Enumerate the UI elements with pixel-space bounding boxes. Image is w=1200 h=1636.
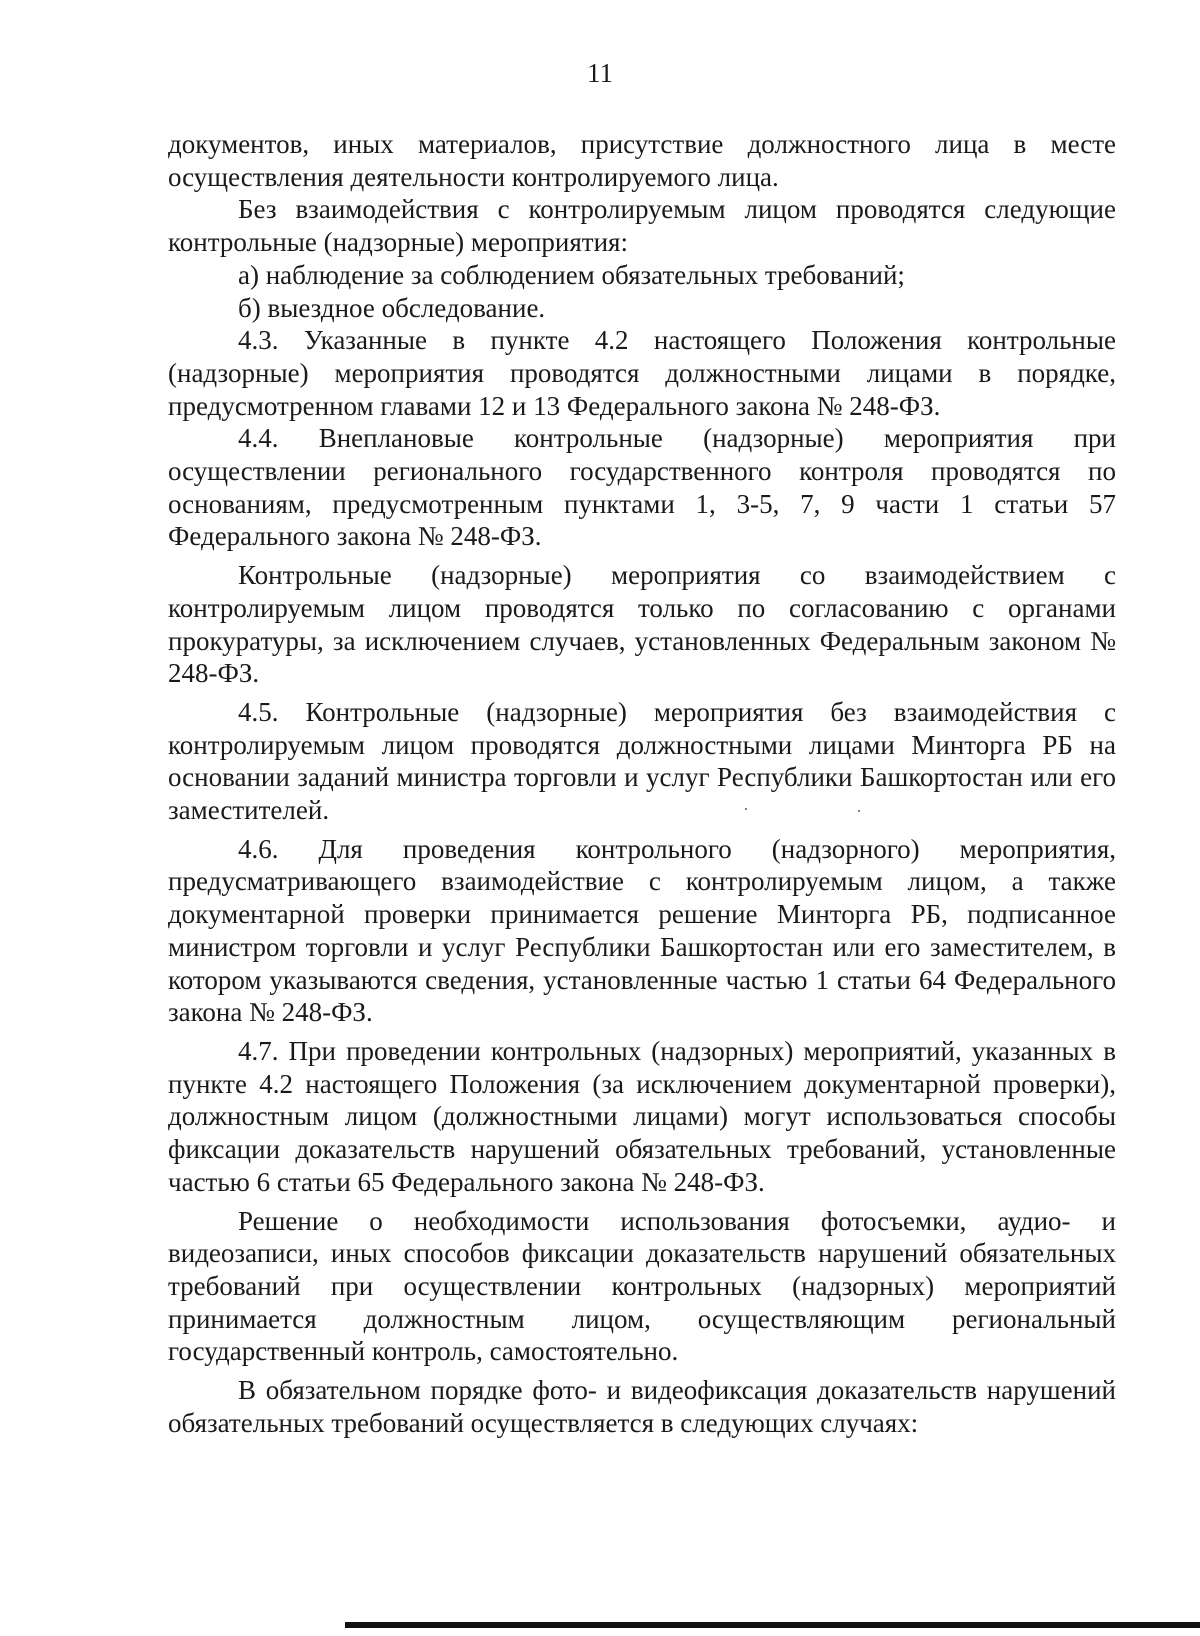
list-item-a: а) наблюдение за соблюдением обязательных требований; — [238, 259, 905, 290]
scan-edge-bar — [345, 1622, 1200, 1628]
paragraph-4-4: 4.4. Внеплановые контрольные (надзорные) мероприятия при осуществлении регионального государственного контроля проводятся по основаниям, предусмотренным пунктами 1, 3-5, 7, 9 части 1 статьи 57 Федерального закона № 248-ФЗ. — [168, 423, 1116, 552]
paragraph-4-3: 4.3. Указанные в пункте 4.2 настоящего Положения контрольные (надзорные) мероприятия проводятся должностными лицами в порядке, предусмотренном главами 12 и 13 Федерального закона № 248-ФЗ. — [168, 325, 1116, 421]
paragraph-mandatory-fixation: В обязательном порядке фото- и видеофиксация доказательств нарушений обязательных требований осуществляется в следующих случаях: — [168, 1375, 1116, 1438]
paragraph-4-7: 4.7. При проведении контрольных (надзорных) мероприятий, указанных в пункте 4.2 настоящего Положения (за исключением документарной проверки), должностным лицом (должностными лицами) могут использоваться способы фиксации доказательств нарушений обязательных требований, установленные частью 6 статьи 65 Федерального закона № 248-ФЗ. — [168, 1035, 1116, 1197]
paragraph-4-5: 4.5. Контрольные (надзорные) мероприятия без взаимодействия с контролируемым лицом проводятся должностными лицами Минторга РБ на основании заданий министра торговли и услуг Республики Башкортостан или его заместителей. — [168, 696, 1116, 826]
list-item-b: б) выездное обследование. — [238, 292, 546, 323]
paragraph-without-interaction-intro: Без взаимодействия с контролируемым лицом проводятся следующие контрольные (надзорные) мероприятия: — [168, 194, 1116, 258]
scan-speck — [745, 808, 747, 810]
scan-speck — [858, 810, 860, 812]
paragraph-4-6: 4.6. Для проведения контрольного (надзорного) мероприятия, предусматривающего взаимодействие с контролируемым лицом, а также документарной проверки принимается решение Минторга РБ, подписанное министром торговли и услуг Республики Башкортостан или его заместителем, в котором указываются сведения, установленные частью 1 статьи 64 Федерального закона № 248-ФЗ. — [168, 833, 1116, 1028]
page-number: 11 — [587, 58, 613, 88]
paragraph-continuation: документов, иных материалов, присутствие должностного лица в месте осуществления деятельности контролируемого лица. — [168, 129, 1116, 192]
paragraph-prosecutor-approval: Контрольные (надзорные) мероприятия со взаимодействием с контролируемым лицом проводятся только по согласованию с органами прокуратуры, за исключением случаев, установленных Федеральным законом № 248-ФЗ. — [168, 560, 1116, 689]
paragraph-photo-decision: Решение о необходимости использования фотосъемки, аудио- и видеозаписи, иных способов фиксации доказательств нарушений обязательных требований при осуществлении контрольных (надзорных) мероприятий принимается должностным лицом, осуществляющим региональный государственный контроль, самостоятельно. — [168, 1205, 1116, 1367]
document-body — [168, 128, 1116, 1439]
